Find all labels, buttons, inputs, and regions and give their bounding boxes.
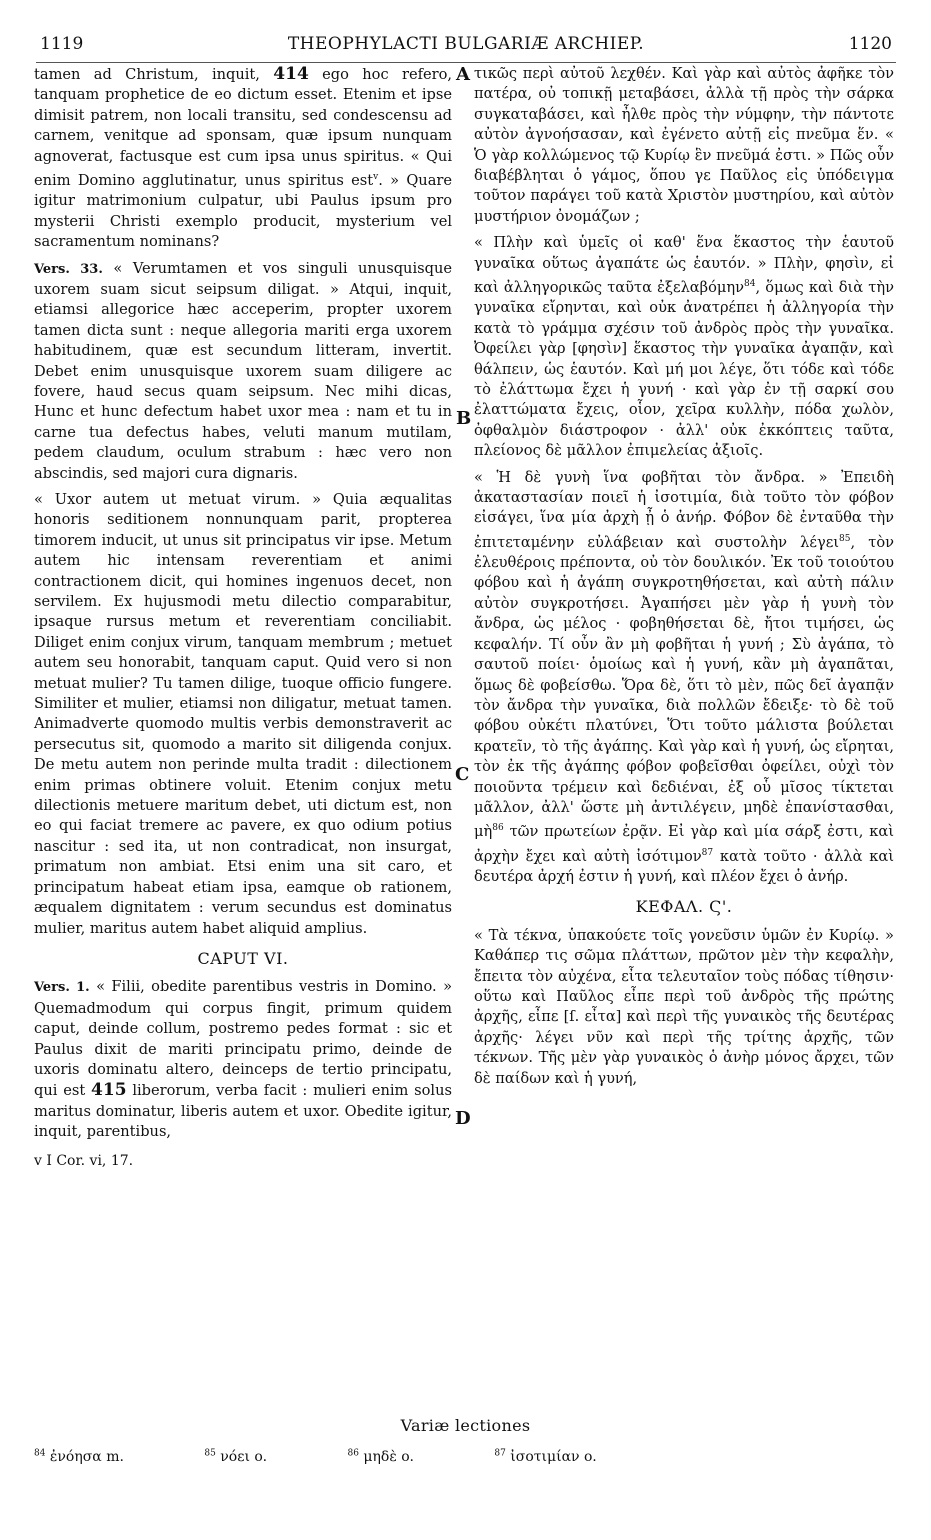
running-header: [40, 32, 892, 58]
verse-label: Vers. 1.: [34, 980, 90, 996]
latin-paragraph-2: Vers. 33. « Verumtamen et vos singuli unusquisque uxorem suam sicut seipsum diligat. » Atqui, inquit, etiamsi allegorice hæc acceperim, propter uxorem tamen dicta sunt : neque allegoria mariti erga uxorem habitudinem, quæ est secundum litteram, invertit. Debet enim unusquisque uxorem suam diligere ac fovere, haud secus quam seipsum. Nec mihi dicas, Hunc et hunc defectum habet uxor mea : nam et tu in carne tua defectus habes, veluti manum mutilam, pedem claudum, oculum strabum : hæc vero non abscindis, sed majori cura dignaris.: [34, 259, 452, 482]
header-rule: [36, 62, 896, 63]
greek-paragraph-4: « Τὰ τέκνα, ὑπακούετε τοῖς γονεῦσιν ὑμῶν ἐν Κυρίῳ. » Καθάπερ τις σῶμα πλάττων, πρῶτον μὲν τὴν κεφαλὴν, ἔπειτα τὸν αὐχένα, εἶτα τελευταῖον τοὺς πόδας τίθησιν· οὕτω καὶ Παῦλος εἶπε περὶ τοῦ ἀνδρὸς τῆς πρώτης ἀρχῆς, εἶπε [ſ. εἶτα] καὶ περὶ τῆς γυναικὸς τῆς δευτέρας ἀρχῆς· λέγει νῦν καὶ περὶ τῆς τρίτης ἀρχῆς, τῶν τέκνων. Τῆς μὲν γὰρ γυναικὸς ὁ ἀνὴρ μόνος ἄρχει, τῶν δὲ παίδων καὶ ἡ γυνή,: [474, 926, 894, 1087]
greek-paragraph-3: « Ἡ δὲ γυνὴ ἵνα φοβῆται τὸν ἄνδρα. » Ἐπειδὴ ἀκαταστασίαν ποιεῖ ἡ ἰσοτιμία, διὰ τοῦτο τὸν φόβον εἰσάγει, ἵνα μία ἀρχὴ ᾖ ὁ ἀνήρ. Φόβον δὲ ἐνταῦθα τὴν ἐπιτεταμένην εὐλάβειαν καὶ συστολὴν λέγει$^{85}$, τὸν ἐλευθέροις πρέποντα, οὐ τὸν δουλικόν. Ἐκ τοῦ τοιούτου φόβου καὶ ἡ ἀγάπη συγκροτηθήσεται, καὶ αὐτὴ πάλιν αὐτὸν συγκροτήσει. Ἀγαπήσει μὲν γὰρ ἡ γυνὴ τὸν ἄνδρα, ὡς μέλος · φοβηθήσεται δὲ, ἤτοι τιμήσει, ὡς κεφαλήν. Τί οὖν ἂν μὴ φοβῆται ἡ γυνή ; Σὺ ἀγάπα, τὸ σαυτοῦ ποίει· ὁμοίως καὶ ἡ γυνή, κἂν μὴ ἀγαπᾶται, ὅμως δὲ φοβείσθω. Ὅρα δὲ, ὅτι τὸ μὲν, πῶς δεῖ ἀγαπᾷν τὸν ἄνδρα τὴν γυναῖκα, διὰ πολλῶν ἔδειξε· τὸ δὲ τοῦ φόβου οὐκέτι πλατύνει, Ὅτι τοῦτο μάλιστα βούλεται κρατεῖν, τὸ τῆς ἀγάπης. Καὶ γὰρ καὶ ἡ γυνή, ὡς εἴρηται, τὸν ἐκ τῆς ἀγάπης φόβον φοβεῖσθαι ὀφείλει, οὐχὶ τὸν ποιοῦντα τρέμειν καὶ δεδιέναι, ἐξ οὗ μῖσος τίκτεται μᾶλλον, ἀλλ' ὥστε μὴ ἀντιλέγειν, μηδὲ ἐπανίστασθαι, μὴ$^{86}$ τῶν πρωτείων ἐρᾷν. Εἰ γὰρ καὶ μία σάρξ ἐστι, καὶ ἀρχὴν ἔχει καὶ αὐτὴ ἰσότιμον$^{87}$ κατὰ τοῦτο · ἀλλὰ καὶ δευτέρα ἀρχή ἐστιν ἡ γυνή, καὶ πλέον ἔχει ὁ ἀνήρ.: [474, 468, 895, 885]
variant-ref-85: 85: [839, 533, 851, 544]
latin-paragraph-3: « Uxor autem ut metuat virum. » Quia æqualitas honoris seditionem nonnunquam parit, propterea timorem inducit, ut unus sit principatus vir ipse. Metum autem hic intensam reverentiam et animi contractionem dicit, qui homines ingenuos decet, non servilem. Ex hujusmodi metu dilectio comparabitur, ipsaque rursus metum et reverentiam conciliabit. Diliget enim conjux virum, tanquam membrum ; metuet autem seu honorabit, tanquam caput. Quid vero si non metuat mulier? Tu tamen dilige, tuoque officio fungere. Similiter et mulier, etiamsi non diligatur, metuat tamen. Animadverte quomodo multis verbis demonstraverit ac persecutus sit, quomodo a marito sit diligenda conjux. De metu autem non perinde multa tradit : dilectionem enim primas obtinere voluit. Etenim conjux metu dilectionis metuere maritum debet, uti dictum est, non eo qui faciat tremere ac pavere, ex quo odium potius nascitur : sed ita, ut non contradicat, non insurgat, primatum non ambiat. Etsi enim una sit caro, et principatum habeat etiam ipsa, eamque ob rationem, æqualem dignitatem : verum secundus est dominatus mulier, maritus autem habet aliquid amplius.: [34, 490, 452, 937]
column-number-414: 414: [273, 64, 309, 84]
variae-lectiones-title: Variæ lectiones: [400, 1416, 531, 1435]
page-number-left: 1119: [40, 34, 84, 54]
chapter-heading-greek: ΚΕΦΑΛ. Ϛ'.: [635, 897, 733, 917]
latin-paragraph-4: Vers. 1. « Filii, obedite parentibus vestris in Domino. » Quemadmodum qui corpus fingit, primum quidem caput, deinde collum, postremo pedes format : sic et Paulus dixit de mariti principatu primo, deinde de uxoris dominatu altero, deinceps de tertio principatu, qui est 415 liberorum, verba facit : mulieri enim solus maritus dominatur, liberis autem et uxor. Obedite igitur, inquit, parentibus,: [34, 978, 452, 1141]
section-marker-b: B: [456, 408, 472, 429]
variant-item: $^{85}$ νόει o.: [204, 1448, 268, 1465]
section-marker-a: A: [456, 64, 470, 85]
variant-ref-87: 87: [701, 847, 714, 858]
section-marker-c: C: [455, 764, 470, 785]
greek-paragraph-2: « Πλὴν καὶ ὑμεῖς οἱ καθ' ἕνα ἕκαστος τὴν ἑαυτοῦ γυναῖκα οὕτως ἀγαπάτε ὡς ἑαυτόν. » Πλὴν, φησὶν, εἰ καὶ ἀλληγορικῶς ταῦτα ἐξελαβόμην$^{84}$, ὅμως καὶ διὰ τὴν γυναῖκα εἴρηνται, καὶ οὐκ ἀνατρέπει ἡ ἀλληγορία τὴν κατὰ τὸ γράμμα σχέσιν τοῦ ἀνδρὸς πρὸς τὴν γυναῖκα. Ὀφείλει γὰρ [φησὶν] ἕκαστος τὴν γυναῖκα ἀγαπᾷν, καὶ θάλπειν, ὡς ἑαυτόν. Καὶ μή μοι λέγε, ὅτι τόδε καὶ τόδε τὸ ἐλάττωμα ἔχει ἡ γυνή · καὶ γὰρ ἐν τῇ σαρκί σου ἐλαττώματα ἔχεις, οἷον, χεῖρα κυλλὴν, πόδα χωλὸν, ὀφθαλμὸν διάστροφον · ἀλλ' οὐκ ἐκκόπτεις ταῦτα, πλείονος δὲ μᾶλλον ἐπιμελείας ἀξιοῖς.: [474, 234, 894, 460]
variant-ref-84: 84: [744, 279, 756, 290]
footnote-ref: v: [373, 172, 379, 183]
greek-column: [474, 64, 894, 1089]
variant-ref-86: 86: [492, 823, 504, 834]
latin-footnote: v I Cor. vi, 17.: [34, 1152, 134, 1169]
verse-label: Vers. 33.: [34, 261, 103, 277]
latin-column: [34, 64, 452, 1171]
column-number-415: 415: [91, 1080, 127, 1101]
variant-item: $^{86}$ μηδὲ o.: [347, 1448, 414, 1465]
variae-lectiones-list: [34, 1448, 894, 1465]
section-marker-d: D: [455, 1108, 471, 1129]
variant-item: $^{84}$ ἐνόησα m.: [34, 1448, 124, 1465]
page-number-right: 1120: [848, 34, 892, 54]
variant-item: $^{87}$ ἰσοτιμίαν o.: [494, 1448, 597, 1465]
latin-paragraph-1: tamen ad Christum, inquit, 414 ego hoc refero, tanquam prophetice de eo dictum esset. Etenim et ipse dimisit patrem, non locali transitu, sed condescensu ad carnem, venitque ad sponsam, quæ ipsum nunquam agnoverat, factusque est cum ipsa unus spiritus. « Qui enim Domino agglutinatur, unus spiritus est$^v$. » Quare igitur matrimonium culpatur, ubi Paulus ipsum pro mysterii Christi exemplo producit, mysterium vel sacramentum nominans?: [34, 64, 453, 251]
running-title: THEOPHYLACTI BULGARIÆ ARCHIEP.: [287, 34, 645, 54]
chapter-heading-latin: CAPUT VI.: [197, 948, 289, 968]
greek-paragraph-1: τικῶς περὶ αὐτοῦ λεχθέν. Καὶ γὰρ καὶ αὐτὸς ἀφῆκε τὸν πατέρα, οὐ τοπικῇ μεταβάσει, ἀλλὰ τῇ πρὸς τὴν σάρκα συγκαταβάσει, καὶ ἦλθε πρὸς τὴν νύμφην, τὴν πάντοτε αὐτὸν ἀγνοήσασαν, καὶ ἐγένετο αὐτῇ εἰς πνεῦμα ἕν. « Ὁ γὰρ κολλώμενος τῷ Κυρίῳ ἓν πνεῦμά ἐστι. » Πῶς οὖν διαβέβληται ὁ γάμος, ὅπου γε Παῦλος εἰς ὑπόδειγμα τοῦτον παράγει τοῦ κατὰ Χριστὸν μυστηρίου, καὶ αὐτὸν μυστήριον ὀνομάζων ;: [474, 65, 894, 225]
